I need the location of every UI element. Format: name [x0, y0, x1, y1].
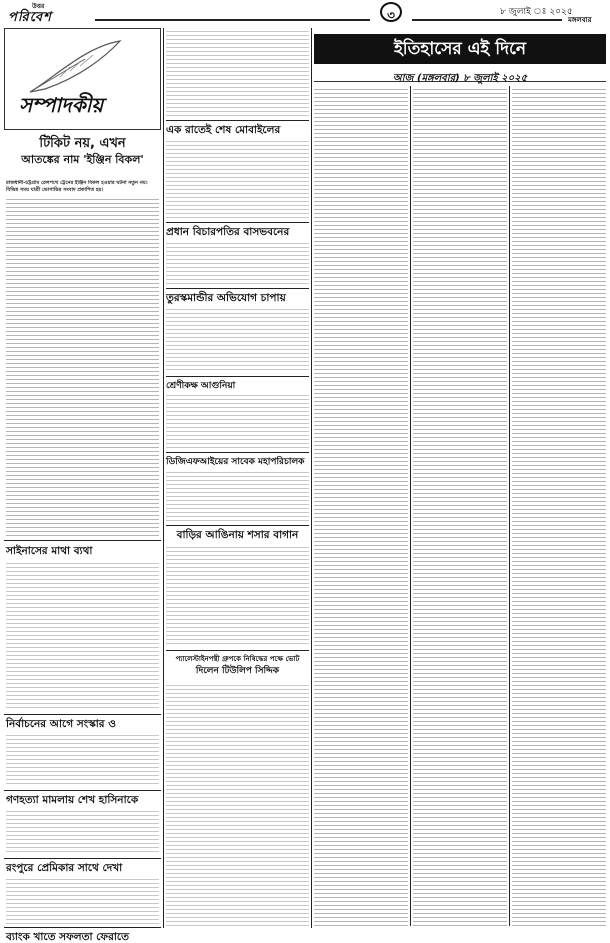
- editorial-headline-line1: টিকিট নয়, এখন: [39, 136, 126, 151]
- news-column: [166, 28, 309, 928]
- news-body-5: [166, 469, 309, 521]
- logo-main: পরিবেশ: [8, 10, 52, 25]
- masthead: [0, 0, 610, 24]
- news-headline-5: ডিজিএফআইয়ের সাবেক মহাপরিচালক: [166, 457, 305, 467]
- left-sub-5: ব্যাংক খাতে সফলতা ফেরাতে: [6, 931, 130, 943]
- news-headline-7-line1: প্যালেস্টাইনপন্থী গ্রুপকে নিষিদ্ধের পক্ষে ভোট: [175, 655, 300, 663]
- news-top-body: [166, 28, 309, 116]
- editorial-section-title: সম্পাদকীয়: [19, 93, 104, 117]
- news-body-2: [166, 240, 309, 284]
- history-section: [314, 28, 606, 928]
- left-sub-2-body: [6, 732, 159, 786]
- editorial-header: [4, 28, 161, 130]
- news-headline-6: বাড়ির আঙিনায় শসার বাগান: [176, 529, 299, 541]
- left-sub-1-body: [6, 560, 159, 710]
- left-sub-2: নির্বাচনের আগে সংস্কার ও: [6, 718, 116, 730]
- date-text: ৮ জুলাই ঃ ২০২৫: [500, 7, 573, 17]
- editorial-headline-line2: আতঙ্কের নাম 'ইঞ্জিন বিকল': [21, 153, 144, 166]
- history-date-text: আজ (মঙ্গলবার) ৮ জুলাই ২০২৫: [392, 73, 528, 84]
- editorial-intro: রাজধানী-চট্টগ্রাম রেলপথে ট্রেনের ইঞ্জিন বিকল হওয়ার ঘটনা নতুন নয়। বিভিন্ন সময় যাত্রী ভোগান্তির সংবাদ প্রকাশিত হয়।: [6, 180, 148, 193]
- editorial-headline: [4, 135, 161, 177]
- news-headline-4: শ্রেণীকক্ষ আগুনিয়া: [166, 381, 236, 391]
- history-banner: [314, 34, 606, 64]
- history-column-3: [512, 86, 606, 926]
- page-number: ৩: [387, 8, 395, 22]
- news-headline-1: এক রাতেই শেষ মোবাইলের: [166, 124, 281, 136]
- news-headline-3: তুরস্কমান্ডীর অভিযোগ চাপায়: [166, 292, 286, 304]
- news-body-4: [166, 392, 309, 448]
- left-sub-1: সাইনাসের মাথা ব্যথা: [6, 545, 93, 557]
- news-headline-7-line2: দিলেন টিউলিপ সিদ্দিক: [195, 666, 280, 676]
- left-sub-4-body: [6, 876, 159, 926]
- logo-small: উত্তর: [32, 3, 45, 10]
- news-headline-7: [166, 654, 309, 678]
- editorial-column: [4, 28, 161, 943]
- news-headline-2: প্রধান বিচারপতির বাসভবনের: [166, 226, 290, 238]
- news-body-3: [166, 306, 309, 372]
- history-date-line: [314, 66, 606, 82]
- quill-icon: [25, 37, 125, 97]
- news-body-6: [166, 544, 309, 646]
- history-column-1: [314, 86, 408, 926]
- weekday-bar: [0, 14, 610, 24]
- weekday-text: মঙ্গলবার: [568, 16, 592, 24]
- history-column-2: [413, 86, 507, 926]
- left-sub-3: গণহত্যা মামলায় শেখ হাসিনাকে: [6, 794, 139, 806]
- history-banner-title: ইতিহাসের এই দিনে: [393, 39, 527, 59]
- news-body-1: [166, 138, 309, 218]
- left-sub-3-body: [6, 808, 159, 854]
- news-body-7: [166, 682, 309, 926]
- left-sub-4: রংপুরে প্রেমিকার সাথে দেখা: [6, 862, 123, 874]
- editorial-body: [6, 196, 159, 536]
